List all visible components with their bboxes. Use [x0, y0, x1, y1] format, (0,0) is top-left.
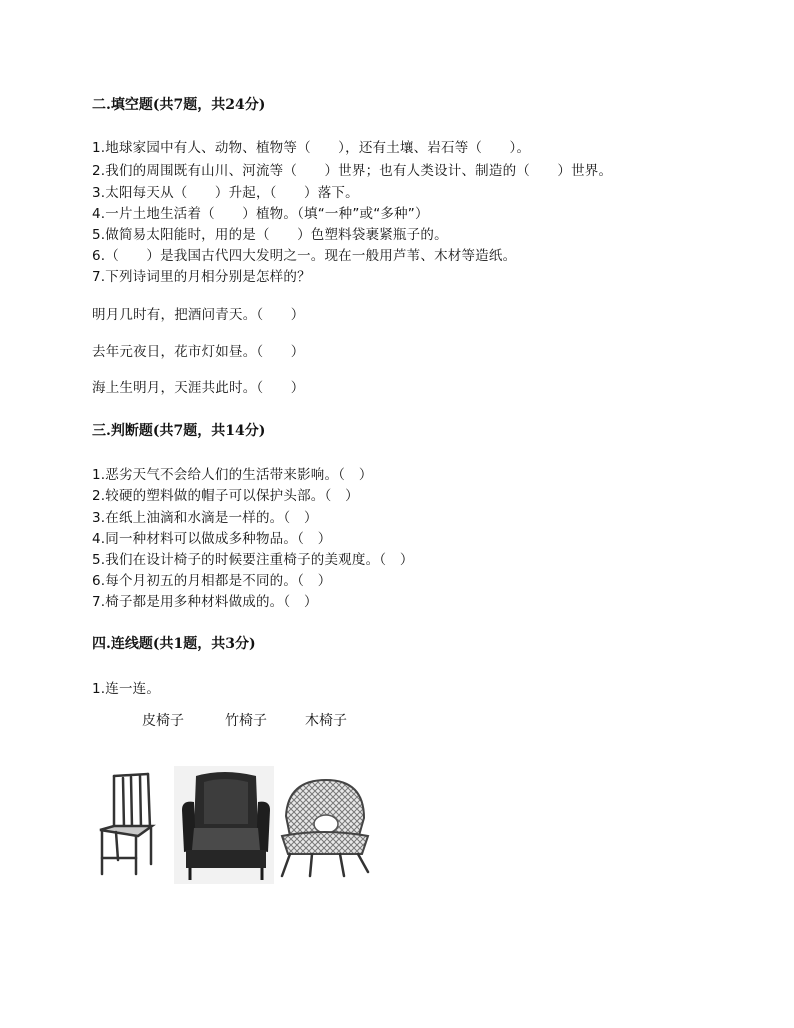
section-fill-title: 二.填空题(共7题，共24分)	[92, 97, 266, 113]
poem-line-2: 去年元夜日，花市灯如昼。（ ）	[92, 344, 305, 360]
judge-question-4: 4.同一种材料可以做成多种物品。（ ）	[92, 531, 332, 547]
poem-line-1: 明月几时有，把酒问青天。（ ）	[92, 307, 305, 323]
section-judge-title: 三.判断题(共7题，共14分)	[92, 423, 266, 439]
judge-question-6: 6.每个月初五的月相都是不同的。（ ）	[92, 573, 332, 589]
judge-question-3: 3.在纸上油滴和水滴是一样的。（ ）	[92, 510, 318, 526]
fill-question-1: 1.地球家园中有人、动物、植物等（ ），还有土壤、岩石等（ ）。	[92, 140, 531, 156]
fill-question-6: 6.（ ）是我国古代四大发明之一。现在一般用芦苇、木材等造纸。	[92, 248, 517, 264]
fill-question-7: 7.下列诗词里的月相分别是怎样的？	[92, 269, 311, 285]
judge-question-2: 2.较硬的塑料做的帽子可以保护头部。（ ）	[92, 488, 359, 504]
leather-chair-image	[174, 766, 274, 884]
match-question: 1.连一连。	[92, 681, 161, 697]
label-leather-chair: 皮椅子	[142, 713, 184, 729]
label-bamboo-chair: 竹椅子	[225, 713, 267, 729]
fill-question-4: 4.一片土地生活着（ ）植物。（填“一种”或“多种”）	[92, 206, 429, 222]
wooden-chair-image	[94, 770, 160, 878]
fill-question-2: 2.我们的周围既有山川、河流等（ ）世界；也有人类设计、制造的（ ）世界。	[92, 163, 613, 179]
judge-question-7: 7.椅子都是用多种材料做成的。（ ）	[92, 594, 318, 610]
judge-question-1: 1.恶劣天气不会给人们的生活带来影响。（ ）	[92, 467, 373, 483]
section-match-title: 四.连线题(共1题，共3分)	[92, 636, 256, 652]
fill-question-5: 5.做简易太阳能时，用的是（ ）色塑料袋裹紧瓶子的。	[92, 227, 448, 243]
wicker-chair-image	[276, 776, 372, 880]
judge-question-5: 5.我们在设计椅子的时候要注重椅子的美观度。（ ）	[92, 552, 414, 568]
fill-question-3: 3.太阳每天从（ ）升起，（ ）落下。	[92, 185, 359, 201]
label-wooden-chair: 木椅子	[305, 713, 347, 729]
poem-line-3: 海上生明月，天涯共此时。（ ）	[92, 380, 305, 396]
